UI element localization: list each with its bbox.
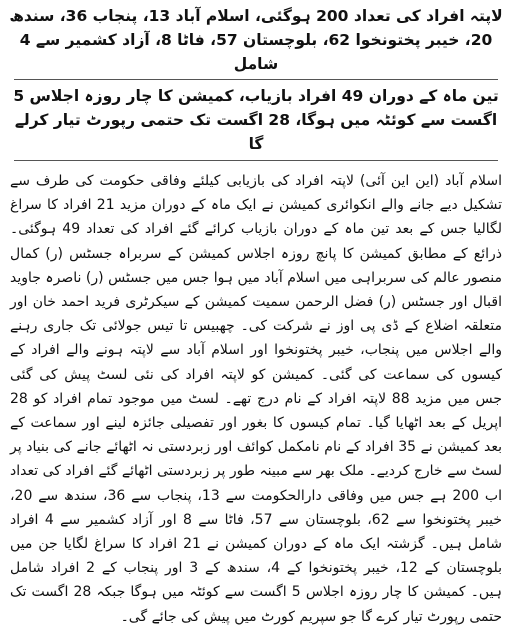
headline-secondary: تین ماہ کے دوران 49 افراد بازیاب، کمیشن کا چار روزہ اجلاس 5 اگست سے کوئٹہ میں ہوگا، 28 اگست تک حتمی رپورٹ تیار کرلے گا (13, 87, 499, 153)
headline-divider (14, 79, 498, 80)
article-body: اسلام آباد (این این آئی) لاپتہ افراد کی بازیابی کیلئے وفاقی حکومت کی طرف سے تشکیل دیے جانے والے انکوائری کمیشن نے ایک ماہ کے دوران مزید 21 افراد کا سراغ لگالیا جس کے بعد تین ماہ کے دوران بازیاب کرائے گئے افراد کی تعداد 49 ہوگئی۔ ذرائع کے مطابق کمیشن کا پانچ روزہ اجلاس کمیشن کے سربراہ جسٹس (ر) کمال منصور عالم کی سربراہی میں اسلام آباد میں ہوا جس میں جسٹس (ر) ناصرہ جاوید اقبال اور جسٹس (ر) فضل الرحمن سمیت کمیشن کے سیکرٹری فرید احمد خان اور متعلقہ اضلاع کے ڈی پی اوز نے شرکت کی۔ چھبیس تا تیس جولائی تک جاری رہنے والے اجلاس میں پنجاب، خیبر پختونخوا اور اسلام آباد سے لاپتہ ہونے والے افراد کے کیسوں کی سماعت کی گئی۔ کمیشن کو لاپتہ افراد کی نئی لسٹ پیش کی گئی جس میں مزید 88 لاپتہ افراد کے نام درج تھے۔ لسٹ میں موجود تمام افراد کو 28 اپریل کے بعد اٹھایا گیا۔ تمام کیسوں کا بغور اور تفصیلی جائزہ لینے اور سماعت کے بعد کمیشن نے 35 افراد کے نام نامکمل کوائف اور زبردستی نہ اٹھائے جانے کی بنیاد پر لسٹ سے خارج کردیے۔ ملک بھر سے مبینہ طور پر زبردستی اٹھائے گئے افراد کی تعداد اب 200 ہے جس میں وفاقی دارالحکومت سے 13، پنجاب سے 36، سندھ سے 20، خیبر پختونخوا سے 62، بلوچستان سے 57، فاٹا سے 8 اور آزاد کشمیر سے 4 افراد شامل ہیں۔ گزشتہ ایک ماہ کے دوران کمیشن نے 21 افراد کا سراغ لگایا جن میں بلوچستان کے 12، خیبر پختونخوا کے 4، سندھ کے 3 اور پنجاب کے 2 افراد شامل ہیں۔ کمیشن کا چار روزہ اجلاس 5 اگست سے کوئٹہ میں ہوگا جبکہ 28 اگست تک حتمی رپورٹ تیار کرے گا جو سپریم کورٹ میں پیش کی جائے گی۔ (10, 173, 503, 625)
body-divider (14, 160, 498, 161)
headline-primary: لاپتہ افراد کی تعداد 200 ہوگئی، اسلام آباد 13، پنجاب 36، سندھ 20، خیبر پختونخوا 62، بلوچستان 57، فاٹا 8، آزاد کشمیر سے 4 شامل (9, 7, 503, 73)
